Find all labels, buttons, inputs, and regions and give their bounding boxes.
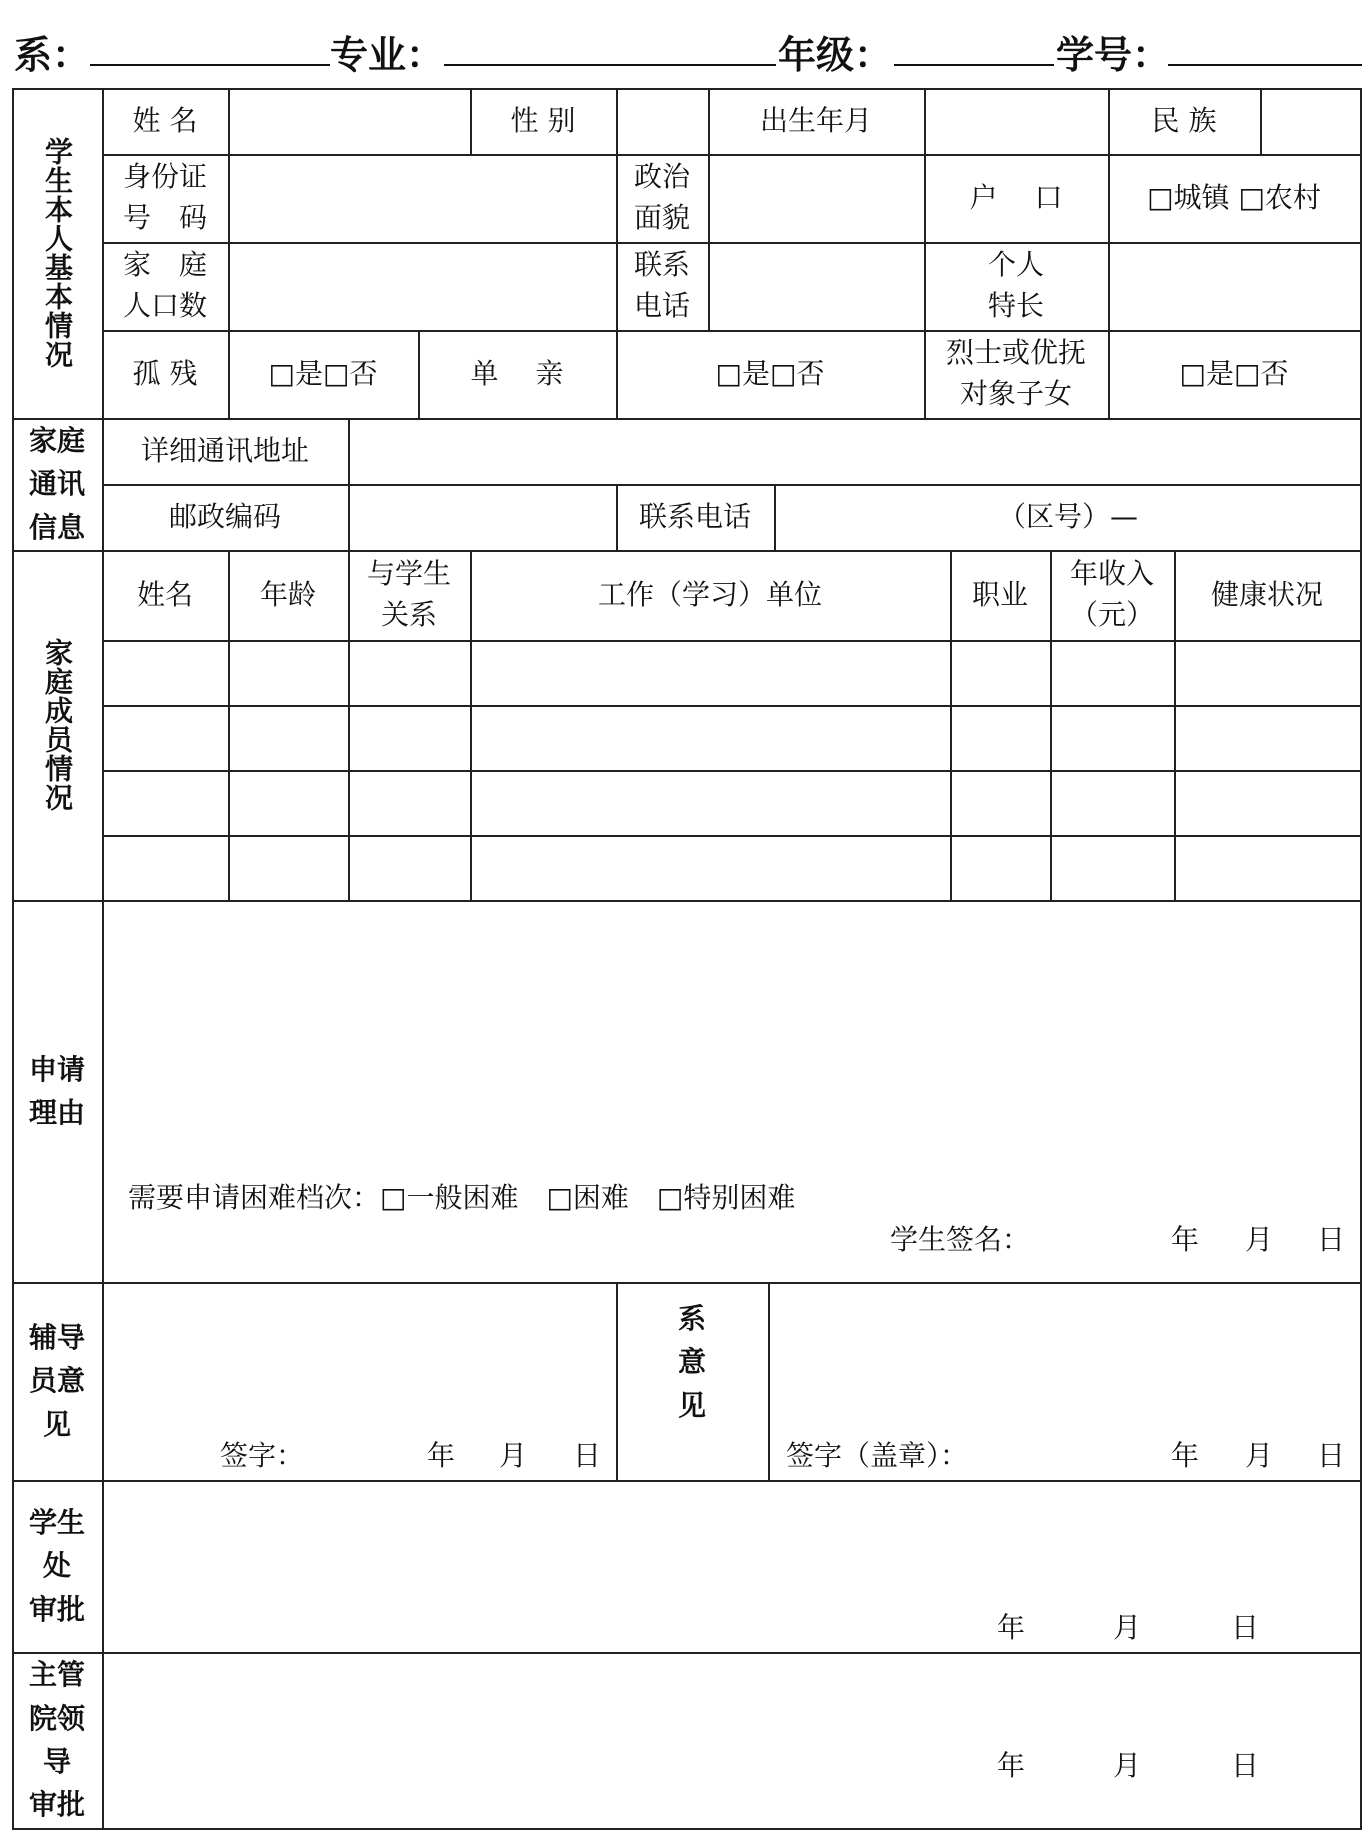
talent-label: 个人 特长 <box>987 248 1044 322</box>
table-border-right <box>1360 88 1362 1830</box>
family-col-occupation: 职业 <box>971 577 1028 611</box>
orphan-disabled-checkboxes[interactable]: □是□否 <box>268 356 378 390</box>
birth-date-label: 出生年月 <box>759 103 872 137</box>
student-office-approval-area[interactable] <box>104 1482 1360 1606</box>
leader-approval-area[interactable] <box>104 1654 1360 1754</box>
section-department-opinion: 系 意 见 <box>677 1301 706 1422</box>
major-label: 专业： <box>330 33 445 77</box>
birth-date-field[interactable] <box>926 90 1108 154</box>
single-parent-label: 单 亲 <box>470 356 564 390</box>
department-year-label: 年 <box>1170 1438 1199 1472</box>
table-row[interactable] <box>104 837 1360 900</box>
counselor-signature-label: 签字： <box>220 1438 305 1472</box>
family-size-field[interactable] <box>230 244 616 330</box>
student-id-label: 学号： <box>1056 33 1171 77</box>
address-label: 详细通讯地址 <box>140 433 309 467</box>
contact-phone-field[interactable]: （区号）— <box>997 499 1138 533</box>
reason-month-label: 月 <box>1244 1222 1273 1256</box>
section-family-members: 家庭成员情况 <box>41 638 74 812</box>
martyr-family-checkboxes[interactable]: □是□否 <box>1179 356 1289 390</box>
postcode-field[interactable] <box>350 486 616 550</box>
major-input-line[interactable] <box>444 64 776 66</box>
phone-label: 联系 电话 <box>633 248 690 322</box>
family-col-health: 健康状况 <box>1210 577 1323 611</box>
table-border-bottom <box>12 1828 1362 1830</box>
name-field[interactable] <box>230 90 470 154</box>
section-application-reason: 申请 理由 <box>28 1052 85 1129</box>
department-opinion-area[interactable] <box>770 1284 1360 1434</box>
student-office-month-label: 月 <box>1112 1610 1141 1644</box>
family-col-age: 年龄 <box>259 577 316 611</box>
political-status-field[interactable] <box>710 156 924 242</box>
section-counselor-opinion: 辅导 员意 见 <box>28 1320 85 1441</box>
dept-label: 系： <box>14 33 91 77</box>
contact-phone-label: 联系电话 <box>638 499 751 533</box>
id-number-label: 身份证 号 码 <box>122 160 207 234</box>
reason-day-label: 日 <box>1316 1222 1345 1256</box>
counselor-opinion-area[interactable] <box>104 1284 616 1434</box>
leader-day-label: 日 <box>1230 1748 1259 1782</box>
dept-input-line[interactable] <box>90 64 330 66</box>
department-month-label: 月 <box>1244 1438 1273 1472</box>
table-row[interactable] <box>104 707 1360 770</box>
table-row[interactable] <box>104 642 1360 705</box>
department-day-label: 日 <box>1316 1438 1345 1472</box>
hukou-options-checkboxes[interactable]: □城镇 □农村 <box>1147 180 1321 214</box>
leader-month-label: 月 <box>1112 1748 1141 1782</box>
section-student-office-approval: 学生 处 审批 <box>28 1505 85 1626</box>
section-contact-info: 家庭 通讯 信息 <box>28 423 85 544</box>
reason-text-area[interactable] <box>104 902 1360 1162</box>
section-basic-info: 学生本人基本情况 <box>41 137 74 369</box>
political-status-label: 政治 面貌 <box>633 160 690 234</box>
ethnicity-field[interactable] <box>1262 90 1360 154</box>
student-office-year-label: 年 <box>996 1610 1025 1644</box>
family-col-name: 姓名 <box>136 577 193 611</box>
student-office-day-label: 日 <box>1230 1610 1259 1644</box>
department-signature-label: 签字（盖章）： <box>786 1438 969 1472</box>
leader-year-label: 年 <box>996 1748 1025 1782</box>
family-size-label: 家 庭 人口数 <box>122 248 207 322</box>
table-row[interactable] <box>104 772 1360 835</box>
id-number-field[interactable] <box>230 156 616 242</box>
difficulty-level-checkboxes[interactable]: 需要申请困难档次：□一般困难 □困难 □特别困难 <box>128 1180 796 1214</box>
reason-year-label: 年 <box>1170 1222 1199 1256</box>
counselor-day-label: 日 <box>572 1438 601 1472</box>
gender-label: 性 别 <box>510 103 576 137</box>
counselor-month-label: 月 <box>498 1438 527 1472</box>
hukou-label: 户 口 <box>969 180 1063 214</box>
gender-field[interactable] <box>618 90 708 154</box>
martyr-family-label: 烈士或优抚 对象子女 <box>945 336 1086 410</box>
orphan-disabled-label: 孤 残 <box>132 356 198 390</box>
grade-input-line[interactable] <box>894 64 1054 66</box>
section-leader-approval: 主管 院领 导 审批 <box>28 1658 85 1822</box>
address-field[interactable] <box>350 420 1360 484</box>
phone-field[interactable] <box>710 244 924 330</box>
student-id-input-line[interactable] <box>1168 64 1362 66</box>
grade-label: 年级： <box>778 33 893 77</box>
ethnicity-label: 民 族 <box>1151 103 1217 137</box>
talent-field[interactable] <box>1110 244 1360 330</box>
postcode-label: 邮政编码 <box>168 499 281 533</box>
counselor-year-label: 年 <box>426 1438 455 1472</box>
family-col-income: 年收入 （元） <box>1069 557 1154 631</box>
name-label: 姓 名 <box>132 103 198 137</box>
single-parent-checkboxes[interactable]: □是□否 <box>715 356 825 390</box>
family-col-workplace: 工作（学习）单位 <box>597 577 822 611</box>
student-signature-label: 学生签名： <box>890 1222 1031 1256</box>
family-col-relation: 与学生 关系 <box>366 557 451 631</box>
